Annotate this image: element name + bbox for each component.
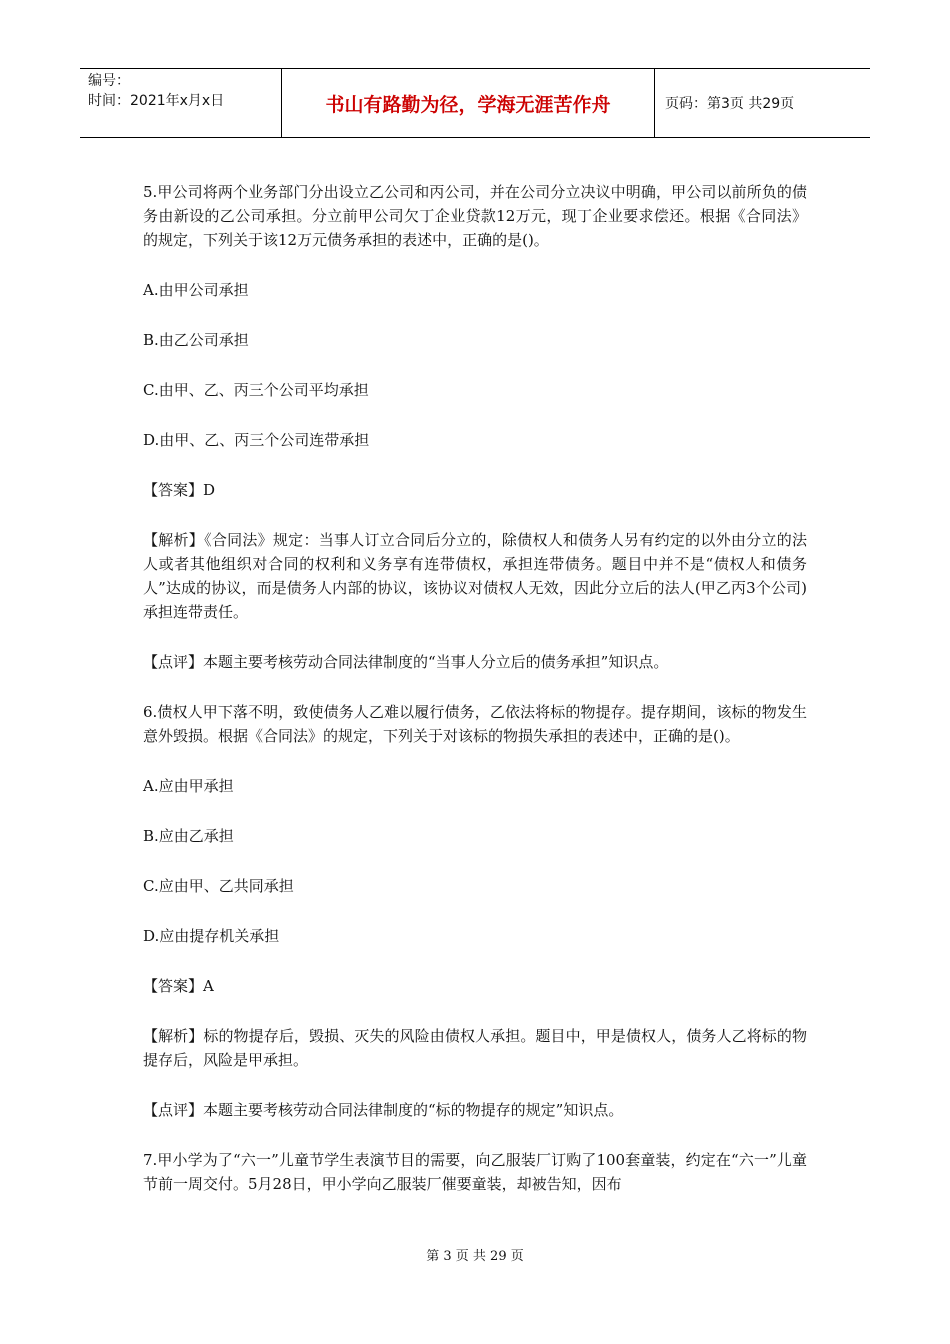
option-a: A.由甲公司承担 [143,281,249,299]
option-b: B.由乙公司承担 [143,331,249,349]
option-b: B.应由乙承担 [143,827,234,845]
option-d: D.由甲、乙、丙三个公司连带承担 [143,431,370,449]
page-footer: 第 3 页 共 29 页 [426,1249,524,1264]
header-motto: 书山有路勤为径，学海无涯苦作舟 [282,69,655,137]
option-c: C.应由甲、乙共同承担 [143,877,294,895]
question-6: 6.债权人甲下落不明，致使债务人乙难以履行债务，乙依法将标的物提存。提存期间，该标的物发生意外毁损。根据《合同法》的规定，下列关于对该标的物损失承担的表述中，正确的是()。 [143,703,807,745]
option-a: A.应由甲承担 [143,777,234,795]
explanation: 【解析】标的物提存后，毁损、灭失的风险由债权人承担。题目中，甲是债权人，债务人乙将标的物提存后，风险是甲承担。 [143,1027,807,1069]
explanation: 【解析】《合同法》规定：当事人订立合同后分立的，除债权人和债务人另有约定的以外由分立的法人或者其他组织对合同的权利和义务享有连带债权，承担连带债务。题目中并不是“债权人和债务人”达成的协议，而是债务人内部的协议，该协议对债权人无效，因此分立后的法人(甲乙丙3个公司)承担连带责任。 [143,531,807,621]
option-c: C.由甲、乙、丙三个公司平均承担 [143,381,369,399]
header-page-info: 页码：第3页 共29页 [665,96,795,112]
option-d: D.应由提存机关承担 [143,927,280,945]
comment: 【点评】本题主要考核劳动合同法律制度的“标的物提存的规定”知识点。 [143,1101,624,1119]
answer: 【答案】A [143,977,214,995]
question-5: 5.甲公司将两个业务部门分出设立乙公司和丙公司，并在公司分立决议中明确，甲公司以前所负的债务由新设的乙公司承担。分立前甲公司欠丁企业贷款12万元，现丁企业要求偿还。根据《合同法》的规定，下列关于该12万元债务承担的表述中，正确的是()。 [143,183,807,249]
page-header [80,68,870,138]
comment: 【点评】本题主要考核劳动合同法律制度的“当事人分立后的债务承担”知识点。 [143,653,669,671]
header-meta [80,69,282,137]
document-date: 时间：2021年x月x日 [88,93,225,109]
answer: 【答案】D [143,481,216,499]
document-body [143,180,807,1222]
document-number-label: 编号： [88,73,130,89]
question-7: 7.甲小学为了“六一”儿童节学生表演节目的需要，向乙服装厂订购了100套童装，约定在“六一”儿童节前一周交付。5月28日，甲小学向乙服装厂催要童装，却被告知，因布 [143,1151,807,1193]
